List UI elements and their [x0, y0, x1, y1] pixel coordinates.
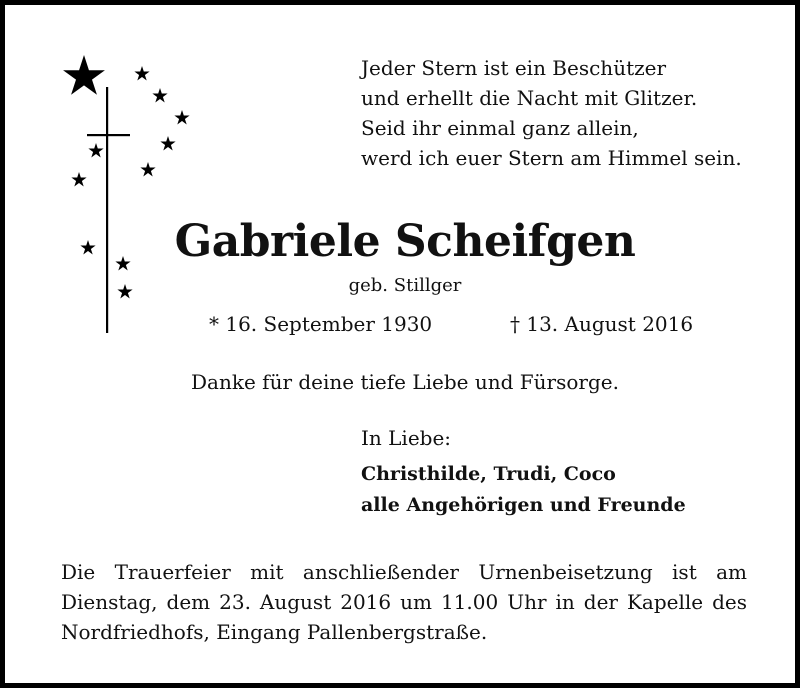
- poem-line: werd ich euer Stern am Himmel sein.: [361, 146, 742, 170]
- poem-line: Seid ihr einmal ganz allein,: [361, 116, 639, 140]
- funeral-line: Dienstag, dem 23. August 2016 um 11.00 Uhr in der Kapelle des: [61, 590, 747, 614]
- funeral-announcement: [61, 557, 747, 647]
- funeral-line: Nordfriedhofs, Eingang Pallenbergstraße.: [61, 620, 488, 644]
- memorial-poem: [361, 53, 781, 173]
- maiden-name: geb. Stillger: [348, 275, 462, 296]
- funeral-line: Die Trauerfeier mit anschließender Urnenbeisetzung ist am: [61, 560, 747, 584]
- mourners-line: alle Angehörigen und Freunde: [361, 494, 686, 516]
- mourners-list: [361, 459, 686, 521]
- thanks-line: Danke für deine tiefe Liebe und Fürsorge.: [191, 370, 619, 394]
- death-date: † 13. August 2016: [510, 312, 694, 336]
- mourners-intro: In Liebe:: [361, 426, 452, 450]
- birth-date: * 16. September 1930: [209, 312, 433, 336]
- poem-line: und erhellt die Nacht mit Glitzer.: [361, 86, 698, 110]
- deceased-name: Gabriele Scheifgen: [174, 216, 636, 267]
- poem-line: Jeder Stern ist ein Beschützer: [361, 56, 667, 80]
- mourners-line: Christhilde, Trudi, Coco: [361, 463, 616, 485]
